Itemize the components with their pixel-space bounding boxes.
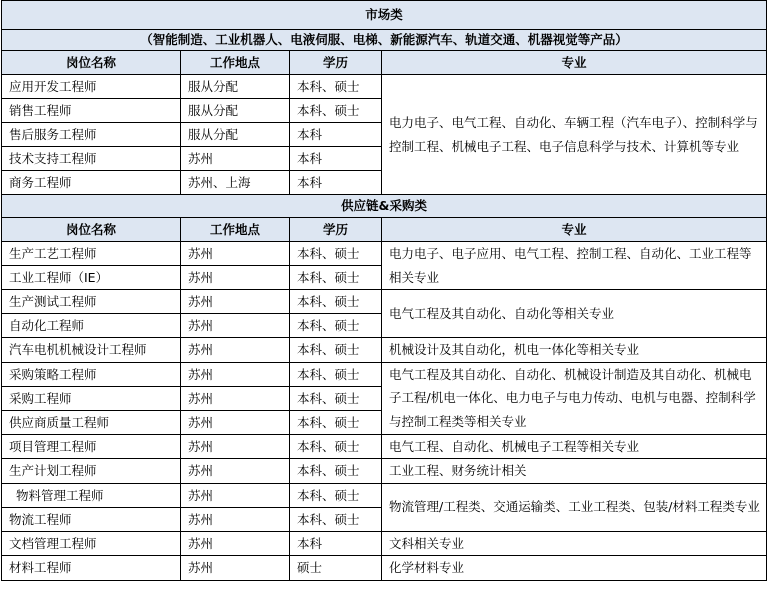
work-location: 苏州 (181, 290, 290, 314)
work-location: 苏州 (181, 531, 290, 556)
section-title-row (2, 195, 767, 218)
position-name: 应用开发工程师 (2, 75, 181, 99)
position-name: 商务工程师 (2, 171, 181, 195)
work-location: 苏州 (181, 556, 290, 581)
major-cell: 电气工程及其自动化、自动化、机械设计制造及其自动化、机械电子工程/机电一体化、电力电子与电力传动、电机与电器、控制科学与控制工程类等相关专业 (382, 362, 767, 434)
education: 本科、硕士 (290, 434, 382, 459)
header-major: 专业 (382, 51, 767, 75)
education: 本科、硕士 (290, 507, 382, 531)
major-cell: 电力电子、电子应用、电气工程、控制工程、自动化、工业工程等相关专业 (382, 242, 767, 290)
position-name: 物料管理工程师 (2, 483, 181, 507)
education: 本科、硕士 (290, 290, 382, 314)
major-cell: 电力电子、电气工程、自动化、车辆工程（汽车电子）、控制科学与控制工程、机械电子工程、电子信息科学与技术、计算机等专业 (382, 75, 767, 195)
education: 本科、硕士 (290, 386, 382, 410)
section-subtitle-row (2, 30, 767, 51)
table-row (2, 483, 767, 507)
position-name: 文档管理工程师 (2, 531, 181, 556)
work-location: 服从分配 (181, 99, 290, 123)
header-position: 岗位名称 (2, 51, 181, 75)
section-title-supply-chain: 供应链&采购类 (2, 195, 767, 218)
work-location: 苏州 (181, 266, 290, 290)
education: 本科 (290, 531, 382, 556)
education: 本科 (290, 171, 382, 195)
work-location: 苏州 (181, 386, 290, 410)
header-major: 专业 (382, 218, 767, 242)
position-name: 物流工程师 (2, 507, 181, 531)
table-row (2, 556, 767, 581)
major-cell: 电气工程及其自动化、自动化等相关专业 (382, 290, 767, 338)
major-cell: 电气工程、自动化、机械电子工程等相关专业 (382, 434, 767, 459)
position-name: 生产工艺工程师 (2, 242, 181, 266)
major-cell: 文科相关专业 (382, 531, 767, 556)
education: 硕士 (290, 556, 382, 581)
position-name: 材料工程师 (2, 556, 181, 581)
table-row (2, 362, 767, 386)
header-row (2, 51, 767, 75)
major-cell: 工业工程、财务统计相关 (382, 459, 767, 484)
education: 本科 (290, 147, 382, 171)
work-location: 苏州 (181, 314, 290, 338)
header-row (2, 218, 767, 242)
position-name: 技术支持工程师 (2, 147, 181, 171)
header-education: 学历 (290, 218, 382, 242)
header-position: 岗位名称 (2, 218, 181, 242)
section-title-row (2, 1, 767, 30)
major-cell: 机械设计及其自动化，机电一体化等相关专业 (382, 338, 767, 363)
work-location: 苏州、上海 (181, 171, 290, 195)
education: 本科、硕士 (290, 99, 382, 123)
education: 本科、硕士 (290, 338, 382, 363)
education: 本科、硕士 (290, 314, 382, 338)
position-name: 生产计划工程师 (2, 459, 181, 484)
section-title-market: 市场类 (2, 1, 767, 30)
work-location: 苏州 (181, 483, 290, 507)
position-name: 生产测试工程师 (2, 290, 181, 314)
table-row (2, 459, 767, 484)
work-location: 苏州 (181, 434, 290, 459)
position-name: 售后服务工程师 (2, 123, 181, 147)
major-cell: 物流管理/工程类、交通运输类、工业工程类、包装/材料工程类专业 (382, 483, 767, 531)
table-row (2, 338, 767, 363)
education: 本科、硕士 (290, 75, 382, 99)
section-subtitle-market: （智能制造、工业机器人、电液伺服、电梯、新能源汽车、轨道交通、机器视觉等产品） (2, 30, 767, 51)
table-row (2, 242, 767, 266)
work-location: 苏州 (181, 338, 290, 363)
recruitment-table (1, 0, 767, 581)
header-education: 学历 (290, 51, 382, 75)
work-location: 服从分配 (181, 75, 290, 99)
work-location: 苏州 (181, 459, 290, 484)
education: 本科、硕士 (290, 266, 382, 290)
header-location: 工作地点 (181, 218, 290, 242)
work-location: 苏州 (181, 147, 290, 171)
major-cell: 化学材料专业 (382, 556, 767, 581)
table-row (2, 531, 767, 556)
education: 本科、硕士 (290, 242, 382, 266)
position-name: 销售工程师 (2, 99, 181, 123)
position-name: 汽车电机机械设计工程师 (2, 338, 181, 363)
table-row (2, 434, 767, 459)
work-location: 苏州 (181, 410, 290, 434)
work-location: 苏州 (181, 362, 290, 386)
education: 本科、硕士 (290, 410, 382, 434)
work-location: 服从分配 (181, 123, 290, 147)
position-name: 项目管理工程师 (2, 434, 181, 459)
position-name: 采购工程师 (2, 386, 181, 410)
position-name: 自动化工程师 (2, 314, 181, 338)
position-name: 供应商质量工程师 (2, 410, 181, 434)
position-name: 采购策略工程师 (2, 362, 181, 386)
table-row (2, 75, 767, 99)
education: 本科 (290, 123, 382, 147)
work-location: 苏州 (181, 507, 290, 531)
table-row (2, 290, 767, 314)
education: 本科、硕士 (290, 362, 382, 386)
education: 本科、硕士 (290, 483, 382, 507)
position-name: 工业工程师（IE） (2, 266, 181, 290)
education: 本科、硕士 (290, 459, 382, 484)
header-location: 工作地点 (181, 51, 290, 75)
work-location: 苏州 (181, 242, 290, 266)
